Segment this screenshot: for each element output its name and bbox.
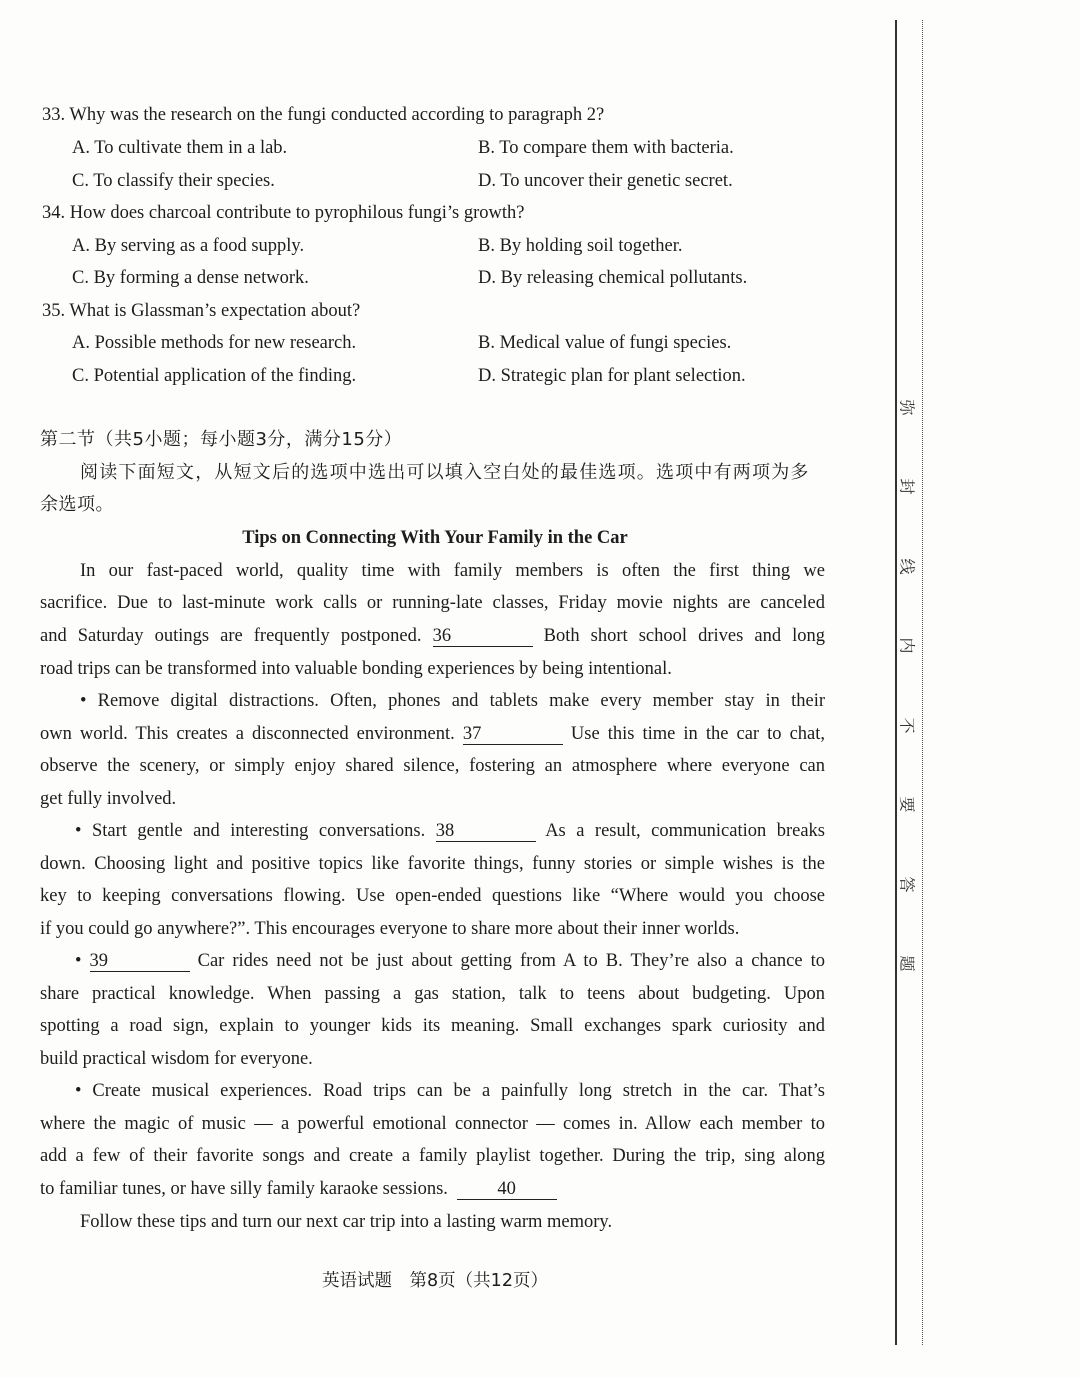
question-34-option-b: B. By holding soil together. bbox=[478, 236, 683, 256]
seal-char-3: 线 bbox=[897, 558, 917, 575]
paragraph-2-line-2 bbox=[40, 722, 825, 746]
closing-paragraph: Follow these tips and turn our next car trip into a lasting warm memory. bbox=[80, 1212, 613, 1232]
answer-blank-40: 40 bbox=[457, 1179, 557, 1200]
question-35-option-b: B. Medical value of fungi species. bbox=[478, 333, 732, 353]
paragraph-2-line-2-end: Use this time in the car to chat, bbox=[570, 724, 826, 744]
paragraph-4-line-1-end: Car rides need not be just about getting from A to B. They’re also a chance to bbox=[197, 951, 826, 971]
section-instructions-line-2: 余选项。 bbox=[40, 494, 114, 515]
answer-blank-38: 38 bbox=[436, 821, 536, 842]
paragraph-2-line-3: observe the scenery, or simply enjoy shared silence, fostering an atmosphere where everyone can bbox=[40, 756, 825, 776]
answer-blank-39: 39 bbox=[90, 951, 190, 972]
binding-dotted-line bbox=[922, 20, 923, 1345]
answer-blank-37: 37 bbox=[463, 724, 563, 745]
question-35-option-a: A. Possible methods for new research. bbox=[72, 333, 357, 353]
paragraph-2-line-1: • Remove digital distractions. Often, phones and tablets make every member stay in their bbox=[80, 691, 825, 711]
question-33-stem: 33. Why was the research on the fungi conducted according to paragraph 2? bbox=[42, 105, 605, 125]
paragraph-1-line-1: In our fast-paced world, quality time with family members is often the first thing we bbox=[80, 561, 825, 581]
paragraph-5-line-4-text: to familiar tunes, or have silly family karaoke sessions. bbox=[40, 1179, 448, 1199]
question-33-option-a: A. To cultivate them in a lab. bbox=[72, 138, 288, 158]
paragraph-2-line-2-start: own world. This creates a disconnected environment. bbox=[40, 724, 455, 744]
paragraph-1-line-4: road trips can be transformed into valuable bonding experiences by being intentional. bbox=[40, 659, 672, 679]
paragraph-4-line-2: share practical knowledge. When passing a gas station, talk to teens about budgeting. Upon bbox=[40, 984, 825, 1004]
seal-char-2: 封 bbox=[897, 478, 917, 495]
paragraph-1-line-3-start: and Saturday outings are frequently postponed. bbox=[40, 626, 422, 646]
paragraph-3-line-1-start: • Start gentle and interesting conversations. bbox=[75, 821, 426, 841]
paragraph-1-line-3-end: Both short school drives and long bbox=[543, 626, 826, 646]
paragraph-3-line-1-end: As a result, communication breaks bbox=[545, 821, 825, 841]
paragraph-1-line-2: sacrifice. Due to last-minute work calls or running-late classes, Friday movie nights are canceled bbox=[40, 593, 825, 613]
question-34-option-c: C. By forming a dense network. bbox=[72, 268, 309, 288]
seal-char-5: 不 bbox=[897, 717, 917, 734]
seal-char-7: 答 bbox=[897, 876, 917, 893]
paragraph-4-line-4: build practical wisdom for everyone. bbox=[40, 1049, 313, 1069]
section-instructions-line-1: 阅读下面短文，从短文后的选项中选出可以填入空白处的最佳选项。选项中有两项为多 bbox=[80, 462, 810, 483]
binding-line bbox=[895, 20, 897, 1345]
question-33-option-b: B. To compare them with bacteria. bbox=[478, 138, 734, 158]
seal-char-6: 要 bbox=[897, 796, 917, 813]
question-34-stem: 34. How does charcoal contribute to pyrophilous fungi’s growth? bbox=[42, 203, 525, 223]
question-35-option-c: C. Potential application of the finding. bbox=[72, 366, 357, 386]
question-34-option-a: A. By serving as a food supply. bbox=[72, 236, 305, 256]
question-33-option-c: C. To classify their species. bbox=[72, 171, 275, 191]
question-33-option-d: D. To uncover their genetic secret. bbox=[478, 171, 733, 191]
seal-char-1: 弥 bbox=[897, 399, 917, 416]
paragraph-5-line-1: • Create musical experiences. Road trips can be a painfully long stretch in the car. That’s bbox=[75, 1081, 825, 1101]
bullet: • bbox=[75, 951, 82, 971]
question-35-stem: 35. What is Glassman’s expectation about? bbox=[42, 301, 361, 321]
paragraph-4-line-1 bbox=[75, 949, 825, 973]
paragraph-3-line-4: if you could go anywhere?”. This encourages everyone to share more about their inner worlds. bbox=[40, 919, 740, 939]
page-footer: 英语试题 第8页（共12页） bbox=[322, 1271, 548, 1291]
answer-blank-36: 36 bbox=[433, 626, 533, 647]
question-34-option-d: D. By releasing chemical pollutants. bbox=[478, 268, 748, 288]
paragraph-5-line-2: where the magic of music — a powerful emotional connector — comes in. Allow each member to bbox=[40, 1114, 825, 1134]
paragraph-1-line-3 bbox=[40, 624, 825, 648]
paragraph-5-line-3: add a few of their favorite songs and create a family playlist together. During the trip, sing along bbox=[40, 1146, 825, 1166]
seal-char-8: 题 bbox=[897, 955, 917, 972]
paragraph-3-line-2: down. Choosing light and positive topics like favorite things, funny stories or simple wishes is the bbox=[40, 854, 825, 874]
paragraph-5-line-4 bbox=[40, 1177, 557, 1201]
passage-title: Tips on Connecting With Your Family in the Car bbox=[242, 528, 628, 548]
section-heading: 第二节（共5小题；每小题3分，满分15分） bbox=[40, 429, 403, 450]
seal-char-4: 内 bbox=[897, 637, 917, 654]
paragraph-2-line-4: get fully involved. bbox=[40, 789, 177, 809]
paragraph-3-line-1 bbox=[75, 819, 825, 843]
paragraph-4-line-3: spotting a road sign, explain to younger kids its meaning. Small exchanges spark curiosity and bbox=[40, 1016, 825, 1036]
paragraph-3-line-3: key to keeping conversations flowing. Use open-ended questions like “Where would you choose bbox=[40, 886, 825, 906]
question-35-option-d: D. Strategic plan for plant selection. bbox=[478, 366, 746, 386]
